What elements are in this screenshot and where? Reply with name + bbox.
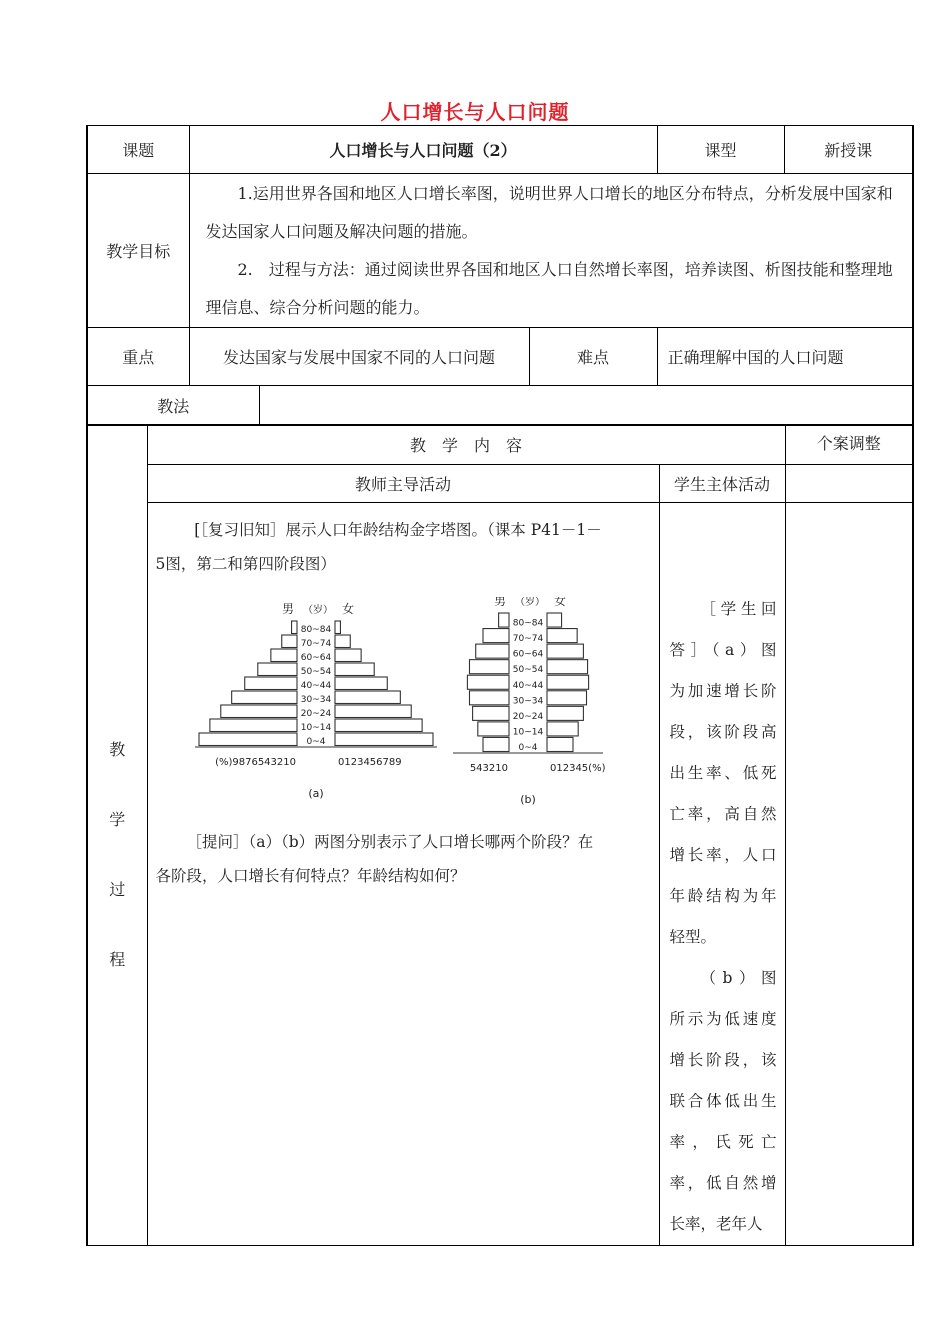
student-activity xyxy=(659,503,785,1246)
female-bar xyxy=(547,691,587,705)
goal-1: 1.运用世界各国和地区人口增长率图，说明世界人口增长的地区分布特点，分析发展中国家和发达国家人口问题及解决问题的措施。 xyxy=(205,183,893,241)
male-bar xyxy=(469,691,509,705)
male-bar xyxy=(498,613,508,627)
female-bar xyxy=(547,644,583,658)
male-bar xyxy=(220,705,296,718)
population-pyramids xyxy=(156,597,652,817)
document-title: 人口增长与人口问题 xyxy=(380,100,570,124)
key-label: 重点 xyxy=(87,328,189,386)
female-label: 女 xyxy=(553,597,566,608)
age-label: 0~4 xyxy=(518,743,537,753)
female-bar xyxy=(547,675,589,689)
female-bar xyxy=(547,629,577,643)
age-label: 80~84 xyxy=(512,618,543,629)
age-label: 0~4 xyxy=(306,737,325,747)
age-label: 60~64 xyxy=(512,649,543,660)
pct-axis-b-left: 543210 xyxy=(469,763,508,774)
age-unit-label: （岁） xyxy=(302,605,333,616)
student-line: 亡率，高自然 xyxy=(669,805,777,823)
difficult-label: 难点 xyxy=(529,328,657,386)
male-label: 男 xyxy=(281,602,294,616)
male-bar xyxy=(199,733,297,746)
key-value: 发达国家与发展中国家不同的人口问题 xyxy=(189,328,529,386)
side-char-4: 程 xyxy=(109,950,126,969)
student-line: 为加速增长阶 xyxy=(669,682,777,700)
male-bar xyxy=(469,660,509,674)
female-bar xyxy=(335,691,400,704)
side-char-1: 教 xyxy=(109,740,126,759)
male-bar xyxy=(270,649,296,662)
student-line: 段，该阶段高 xyxy=(669,723,777,741)
topic-label: 课题 xyxy=(87,126,189,174)
male-bar xyxy=(281,635,296,648)
male-bar xyxy=(467,675,509,689)
female-bar xyxy=(335,649,361,662)
adjust-header: 个案调整 xyxy=(785,425,913,465)
age-label: 50~54 xyxy=(300,667,331,677)
caption-label: (b) xyxy=(519,793,536,806)
teacher-activity xyxy=(147,503,659,1246)
age-label: 20~24 xyxy=(300,709,331,719)
student-line: ［学生回 xyxy=(700,600,777,618)
male-bar xyxy=(244,677,296,690)
pyramid-b xyxy=(453,597,606,806)
male-bar xyxy=(257,663,296,676)
age-label: 60~64 xyxy=(300,653,331,663)
male-bar xyxy=(483,737,509,751)
adjust-empty xyxy=(785,465,913,503)
student-line: 增长率，人口 xyxy=(669,846,777,864)
age-label: 10~14 xyxy=(300,723,331,733)
female-bar xyxy=(547,737,573,751)
male-bar xyxy=(472,706,508,720)
student-line: （b）图 xyxy=(700,969,777,987)
female-bar xyxy=(547,660,588,674)
male-bar xyxy=(475,644,508,658)
age-label: 30~34 xyxy=(300,695,331,705)
method-label: 教法 xyxy=(87,386,259,426)
male-label: 男 xyxy=(493,597,506,608)
male-bar xyxy=(291,621,296,634)
age-label: 70~74 xyxy=(512,634,543,645)
age-label: 70~74 xyxy=(300,639,331,649)
student-line: 答］（a）图 xyxy=(669,641,777,659)
female-bar xyxy=(335,677,387,690)
method-value xyxy=(259,386,913,426)
male-bar xyxy=(209,719,296,732)
female-bar xyxy=(335,635,350,648)
pct-axis-a-right: 0123456789 xyxy=(337,757,402,768)
student-line: 联合体低出生 xyxy=(669,1092,777,1110)
question-line-1: ［提问］（a）（b）两图分别表示了人口增长哪两个阶段？在 xyxy=(186,833,594,851)
age-label: 30~34 xyxy=(512,696,543,707)
female-bar xyxy=(547,613,562,627)
age-label: 40~44 xyxy=(512,680,543,691)
type-value: 新授课 xyxy=(784,126,913,174)
age-label: 80~84 xyxy=(300,625,331,635)
student-line: 率，氏死亡 xyxy=(669,1133,777,1151)
female-bar xyxy=(335,719,422,732)
student-line: 所示为低速度 xyxy=(669,1010,777,1028)
content-header: 教 学 内 容 xyxy=(147,425,785,465)
question-line-2: 各阶段，人口增长有何特点？年龄结构如何？ xyxy=(155,867,466,885)
pyramid-a xyxy=(195,602,437,800)
male-bar xyxy=(477,722,508,736)
pct-axis-b-right: 012345(%) xyxy=(549,763,605,774)
age-label: 10~14 xyxy=(512,727,543,738)
student-line: 年龄结构为年 xyxy=(669,887,777,905)
female-bar xyxy=(335,663,374,676)
student-line: 出生率、低死 xyxy=(669,764,777,782)
review-line-1: [［复习旧知］展示人口年龄结构金字塔图。（课本 P41－1－ xyxy=(194,521,602,539)
female-bar xyxy=(335,733,433,746)
female-bar xyxy=(547,722,578,736)
goal-2: 2. 过程与方法：通过阅读世界各国和地区人口自然增长率图，培养读图、析图技能和整理地理信息、综合分析问题的能力。 xyxy=(205,259,893,317)
topic-value: 人口增长与人口问题（2） xyxy=(189,126,657,174)
difficult-value: 正确理解中国的人口问题 xyxy=(657,328,913,386)
adjust-cell xyxy=(785,503,913,1246)
male-bar xyxy=(483,629,509,643)
student-line: 率，低自然增 xyxy=(669,1174,777,1192)
student-header: 学生主体活动 xyxy=(659,465,785,503)
age-label: 20~24 xyxy=(512,711,543,722)
side-char-2: 学 xyxy=(109,810,126,829)
age-label: 40~44 xyxy=(300,681,331,691)
goals-label: 教学目标 xyxy=(87,174,189,328)
student-line: 轻型。 xyxy=(669,928,717,946)
female-label: 女 xyxy=(341,602,354,616)
pyramid-figure xyxy=(156,597,651,817)
male-bar xyxy=(231,691,296,704)
goals-content xyxy=(189,174,913,328)
info-table xyxy=(86,125,914,426)
process-side-label xyxy=(87,425,147,1246)
review-line-2: 5图，第二和第四阶段图） xyxy=(155,555,336,573)
student-answer xyxy=(670,589,777,1245)
type-label: 课型 xyxy=(657,126,784,174)
female-bar xyxy=(335,621,340,634)
age-unit-label: （岁） xyxy=(514,597,545,608)
female-bar xyxy=(547,706,583,720)
female-bar xyxy=(335,705,411,718)
student-line: 增长阶段，该 xyxy=(669,1051,777,1069)
side-char-3: 过 xyxy=(109,880,126,899)
teacher-header: 教师主导活动 xyxy=(147,465,659,503)
pct-axis-a-left: (%)9876543210 xyxy=(214,757,296,768)
age-label: 50~54 xyxy=(512,665,543,676)
process-table xyxy=(86,424,914,1246)
caption-label: (a) xyxy=(307,787,324,800)
student-line: 长率，老年人 xyxy=(669,1215,763,1233)
